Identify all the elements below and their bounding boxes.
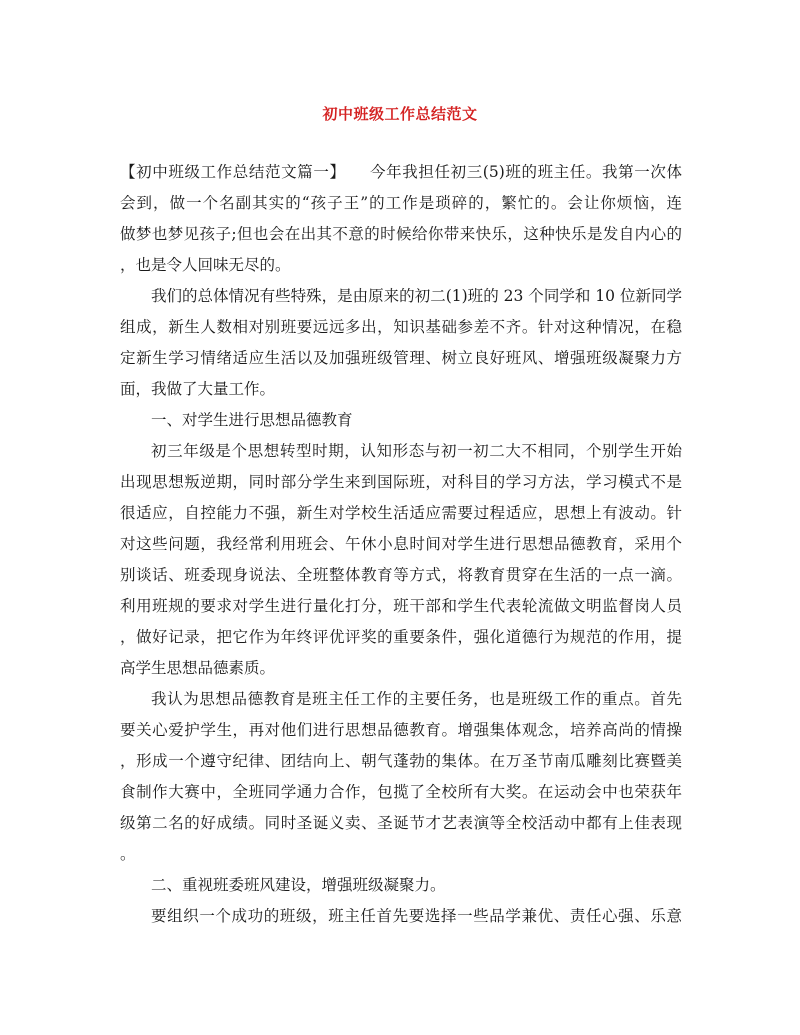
text-line: 初三年级是个思想转型时期，认知形态与初一初二大不相同，个别学生开始 — [151, 442, 682, 460]
text-line: 要关心爱护学生，再对他们进行思想品德教育。增强集体观念，培养高尚的情操 — [120, 721, 682, 739]
text-line: 定新生学习情绪适应生活以及加强班级管理、树立良好班风、增强班级凝聚力方 — [120, 349, 682, 367]
text-line: 要组织一个成功的班级，班主任首先要选择一些品学兼优、责任心强、乐意 — [151, 907, 682, 925]
text-line: 高学生思想品德素质。 — [120, 659, 276, 677]
text-line: 一、对学生进行思想品德教育 — [151, 411, 353, 429]
text-line: 会到，做一个名副其实的“孩子王”的工作是琐碎的，繁忙的。会让你烦恼，连 — [120, 194, 682, 212]
text-line: 很适应，自控能力不强，新生对学校生活适应需要过程适应，思想上有波动。针 — [120, 504, 682, 522]
text-line: ，做好记录，把它作为年终评优评奖的重要条件，强化道德行为规范的作用，提 — [120, 628, 682, 646]
document-title: 初中班级工作总结范文 — [322, 105, 478, 123]
text-line: 做梦也梦见孩子;但也会在出其不意的时候给你带来快乐，这种快乐是发自内心的 — [120, 225, 682, 243]
text-line: 级第二名的好成绩。同时圣诞义卖、圣诞节才艺表演等全校活动中都有上佳表现 — [120, 814, 682, 832]
text-line: 别谈话、班委现身说法、全班整体教育等方式，将教育贯穿在生活的一点一滴。 — [120, 566, 682, 584]
text-line: ，形成一个遵守纪律、团结向上、朝气蓬勃的集体。在万圣节南瓜雕刻比赛暨美 — [120, 752, 682, 770]
text-line: 我们的总体情况有些特殊，是由原来的初二(1)班的 23 个同学和 10 位新同学 — [151, 287, 682, 305]
document-body — [120, 157, 682, 932]
text-line: 二、重视班委班风建设，增强班级凝聚力。 — [151, 876, 446, 894]
text-line: 【初中班级工作总结范文篇一】 今年我担任初三(5)班的班主任。我第一次体 — [120, 163, 682, 181]
text-line: 组成，新生人数相对别班要远远多出，知识基础参差不齐。针对这种情况，在稳 — [120, 318, 682, 336]
text-line: ，也是令人回味无尽的。 — [120, 256, 291, 274]
text-line: 我认为思想品德教育是班主任工作的主要任务，也是班级工作的重点。首先 — [151, 690, 682, 708]
text-line: 食制作大赛中，全班同学通力合作，包揽了全校所有大奖。在运动会中也荣获年 — [120, 783, 682, 801]
text-line: 对这些问题，我经常利用班会、午休小息时间对学生进行思想品德教育，采用个 — [120, 535, 682, 553]
text-line: 面，我做了大量工作。 — [120, 380, 276, 398]
text-line: 。 — [120, 845, 136, 863]
text-line: 利用班规的要求对学生进行量化打分，班干部和学生代表轮流做文明监督岗人员 — [120, 597, 682, 615]
text-line: 出现思想叛逆期，同时部分学生来到国际班，对科目的学习方法，学习模式不是 — [120, 473, 682, 491]
